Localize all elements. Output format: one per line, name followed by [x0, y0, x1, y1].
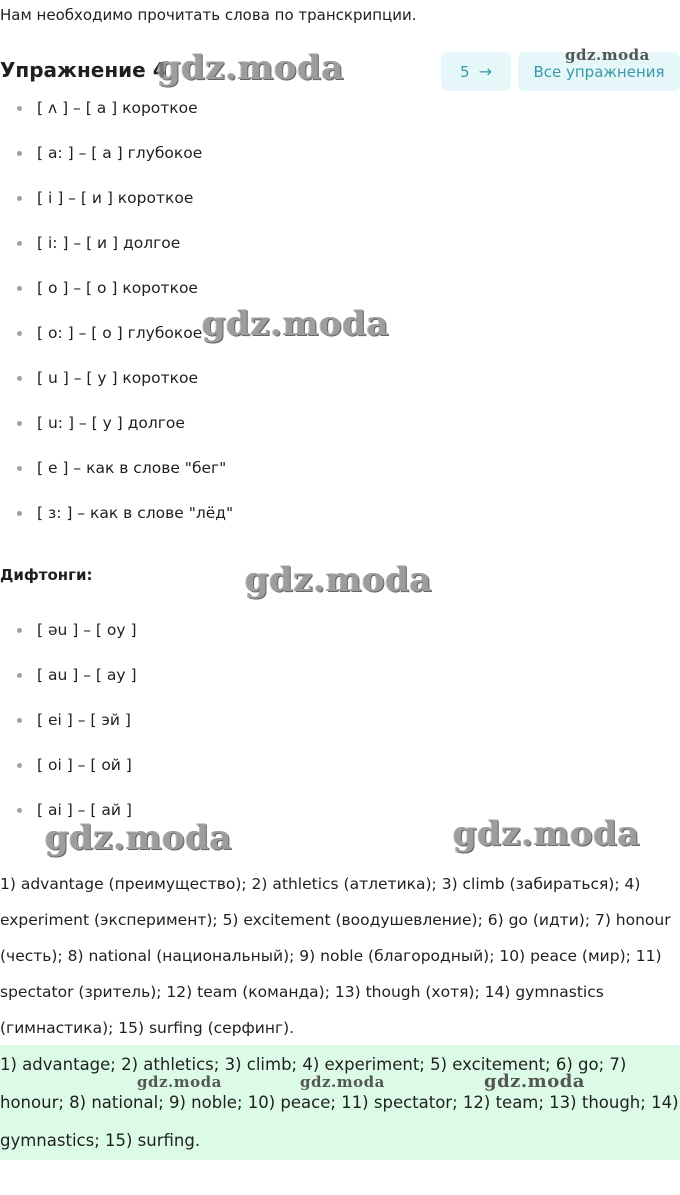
list-item: [ oi ] – [ ой ]: [0, 754, 137, 799]
watermark: gdz.moda: [484, 1071, 585, 1092]
list-item: [ ʌ ] – [ а ] короткое: [0, 97, 233, 142]
watermark: gdz.moda: [202, 304, 390, 344]
diphthongs-heading: Дифтонги:: [0, 566, 93, 584]
next-exercise-label: 5: [460, 62, 470, 81]
list-item: [ i ] – [ и ] короткое: [0, 187, 233, 232]
list-item: [ o: ] – [ о ] глубокое: [0, 322, 233, 367]
list-item: [ e ] – как в слове "бег": [0, 457, 233, 502]
answer-with-translation: 1) advantage (преимущество); 2) athletics (атлетика); 3) climb (забираться); 4) experiment (эксперимент); 5) excitement (воодушевление); 6) go (идти); 7) honour (честь); 8) national (национальный); 9) noble (благородный); 10) peace (мир); 11) spectator (зритель); 12) team (команда); 13) though (хотя); 14) gymnastics (гимнастика); 15) surfing (серфинг).: [0, 875, 671, 1037]
all-exercises-button[interactable]: Все упражнения: [518, 52, 680, 91]
list-item: [ u: ] – [ у ] долгое: [0, 412, 233, 457]
watermark: gdz.moda: [565, 46, 650, 64]
diphthong-list: [0, 619, 137, 844]
watermark: gdz.moda: [137, 1073, 222, 1091]
list-item: [ o ] – [ о ] короткое: [0, 277, 233, 322]
watermark: gdz.moda: [157, 48, 345, 88]
list-item: [ ai ] – [ ай ]: [0, 799, 137, 844]
next-exercise-button[interactable]: [441, 52, 511, 91]
vowel-list: [0, 97, 233, 547]
arrow-right-icon: →: [478, 62, 492, 81]
list-item: [ əu ] – [ оу ]: [0, 619, 137, 664]
list-item: [ au ] – [ ау ]: [0, 664, 137, 709]
list-item: [ ɜ: ] – как в слове "лёд": [0, 502, 233, 547]
watermark: gdz.moda: [245, 560, 433, 600]
answer-highlight: 1) advantage; 2) athletics; 3) climb; 4) experiment; 5) excitement; 6) go; 7) honour; 8) national; 9) noble; 10) peace; 11) spectator; 12) team; 13) though; 14) gymnastics; 15) surfing.: [0, 1045, 680, 1160]
intro-text: Нам необходимо прочитать слова по транскрипции.: [0, 6, 417, 24]
watermark: gdz.moda: [453, 814, 641, 854]
watermark: gdz.moda: [45, 818, 233, 858]
list-item: [ a: ] – [ а ] глубокое: [0, 142, 233, 187]
list-item: [ ei ] – [ эй ]: [0, 709, 137, 754]
list-item: [ i: ] – [ и ] долгое: [0, 232, 233, 277]
list-item: [ u ] – [ у ] короткое: [0, 367, 233, 412]
page-title: Упражнение 4: [0, 58, 167, 82]
watermark: gdz.moda: [300, 1073, 385, 1091]
